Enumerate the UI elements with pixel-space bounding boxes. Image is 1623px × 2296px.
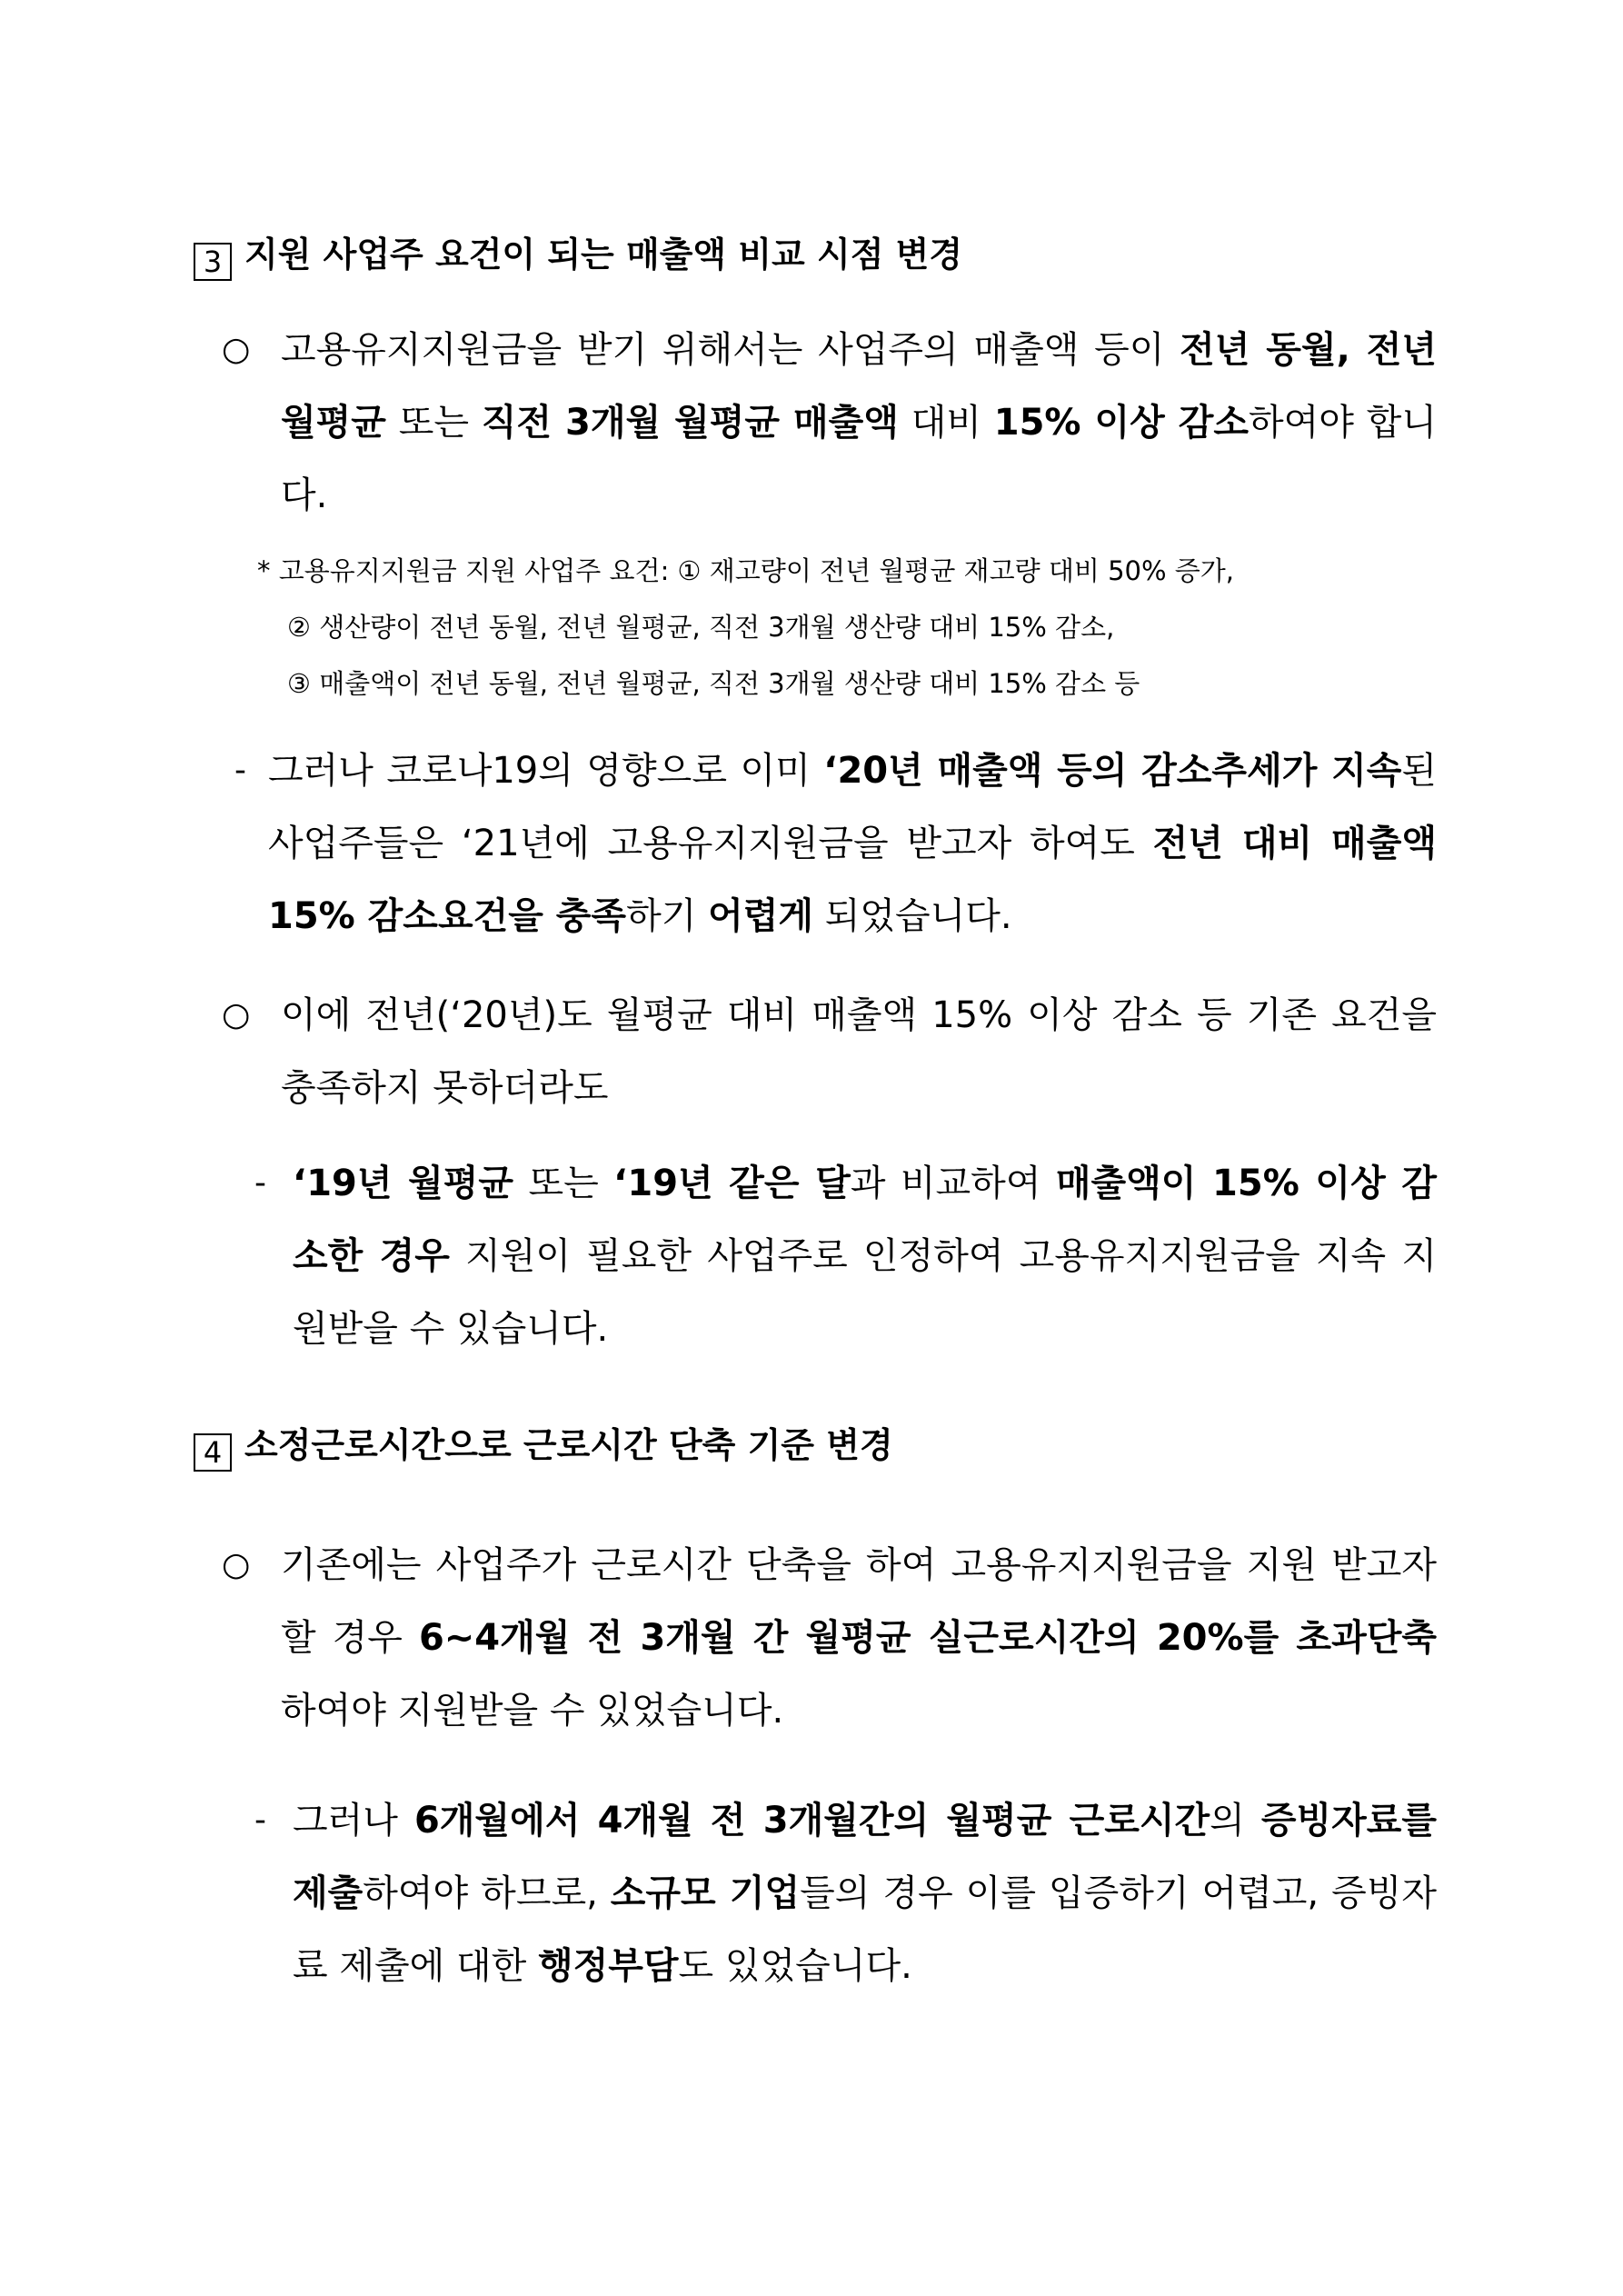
bold-text-run: 6~4개월 전 3개월 간 월평균 실근로시간의 20%를 초과단축 bbox=[418, 1617, 1437, 1659]
bold-text-run: 어렵게 bbox=[708, 895, 813, 937]
text-run: 지원이 필요한 사업주로 인정하여 고용유지지원금을 지속 지원받을 수 있습니다. bbox=[293, 1235, 1437, 1350]
section-4-heading bbox=[194, 1423, 893, 1472]
text-run: 이에 전년(‘20년)도 월평균 대비 매출액 15% 이상 감소 등 기존 요건을 충족하지 못하더라도 bbox=[281, 994, 1437, 1109]
bold-text-run: 15% 이상 감소 bbox=[993, 402, 1250, 444]
footnote-line: ② 생산량이 전년 동월, 전년 월평균, 직전 3개월 생산량 대비 15% 감소, bbox=[287, 612, 1115, 643]
text-run: 하기 bbox=[626, 895, 709, 937]
text-run: 하여야 지원받을 수 있었습니다. bbox=[281, 1690, 784, 1732]
bold-text-run: 직전 3개월 월평균 매출액 bbox=[481, 402, 899, 444]
text-run: 그러나 코로나19의 영향으로 이미 bbox=[268, 750, 824, 792]
dash-bullet-marker: - bbox=[254, 1164, 266, 1202]
dash-bullet-marker: - bbox=[234, 752, 246, 789]
bold-text-run: 전년 동월, 전년 월평균 bbox=[281, 329, 1438, 444]
section-number-box: 4 bbox=[194, 1433, 232, 1472]
dash-paragraph bbox=[268, 734, 1437, 953]
bullet-paragraph bbox=[281, 979, 1437, 1124]
circle-bullet-marker: ○ bbox=[222, 996, 251, 1033]
circle-bullet-marker: ○ bbox=[222, 331, 251, 368]
dash-paragraph bbox=[293, 1784, 1437, 2002]
text-run: 과 비교하여 bbox=[850, 1163, 1056, 1204]
text-run: 하여야 하므로, bbox=[363, 1872, 611, 1914]
section-title: 소정근로시간으로 근로시간 단축 기준 변경 bbox=[244, 1425, 893, 1465]
bold-text-run: 행정부담 bbox=[537, 1945, 679, 1987]
bold-text-run: 전년 대비 매출액 15% 감소요건을 충족 bbox=[268, 823, 1437, 937]
bullet-paragraph bbox=[281, 1529, 1437, 1747]
bold-text-run: 소규모 기업 bbox=[610, 1872, 801, 1914]
bullet-paragraph bbox=[281, 314, 1437, 532]
bold-text-run: 매출액이 15% 이상 감소한 경우 bbox=[293, 1163, 1437, 1277]
section-number-box: 3 bbox=[194, 243, 232, 281]
section-title: 지원 사업주 요건이 되는 매출액 비교 시점 변경 bbox=[244, 235, 963, 275]
footnote-line: * 고용유지지원금 지원 사업주 요건: ① 재고량이 전년 월평균 재고량 대비 50% 증가, bbox=[257, 555, 1234, 586]
text-run: 기존에는 사업주가 근로시간 단축을 하여 고용유지지원금을 지원 받고자 할 경우 bbox=[281, 1544, 1437, 1659]
text-run: 또는 bbox=[513, 1163, 614, 1204]
section-3-heading bbox=[194, 232, 962, 281]
bold-text-run: ‘19년 월평균 bbox=[293, 1163, 514, 1204]
text-run: 대비 bbox=[898, 402, 994, 444]
text-run: 된 사업주들은 ‘21년에 고용유지지원금을 받고자 하여도 bbox=[268, 750, 1437, 864]
bold-text-run: 6개월에서 4개월 전 3개월간의 월평균 근로시간 bbox=[413, 1800, 1210, 1842]
text-run: 또는 bbox=[385, 402, 482, 444]
text-run: 되었습니다. bbox=[813, 895, 1012, 937]
text-run: 도 있었습니다. bbox=[678, 1945, 912, 1987]
dash-paragraph bbox=[293, 1147, 1437, 1365]
bold-text-run: ‘19년 같은 달 bbox=[613, 1163, 851, 1204]
footnote-line: ③ 매출액이 전년 동월, 전년 월평균, 직전 3개월 생산량 대비 15% 감소 등 bbox=[287, 668, 1140, 699]
text-run: 들의 경우 이를 입증하기 어렵고, 증빙자료 제출에 대한 bbox=[293, 1872, 1437, 1987]
text-run: 하여야 합니다. bbox=[281, 402, 1438, 516]
text-run: 그러나 bbox=[293, 1800, 414, 1842]
text-run: 의 bbox=[1210, 1800, 1261, 1842]
dash-bullet-marker: - bbox=[254, 1802, 266, 1839]
bold-text-run: ‘20년 매출액 등의 감소추세가 지속 bbox=[823, 750, 1402, 792]
bold-text-run: 증빙자료를 제출 bbox=[293, 1800, 1438, 1914]
circle-bullet-marker: ○ bbox=[222, 1546, 251, 1583]
text-run: 고용유지지원금을 받기 위해서는 사업주의 매출액 등이 bbox=[281, 329, 1180, 371]
